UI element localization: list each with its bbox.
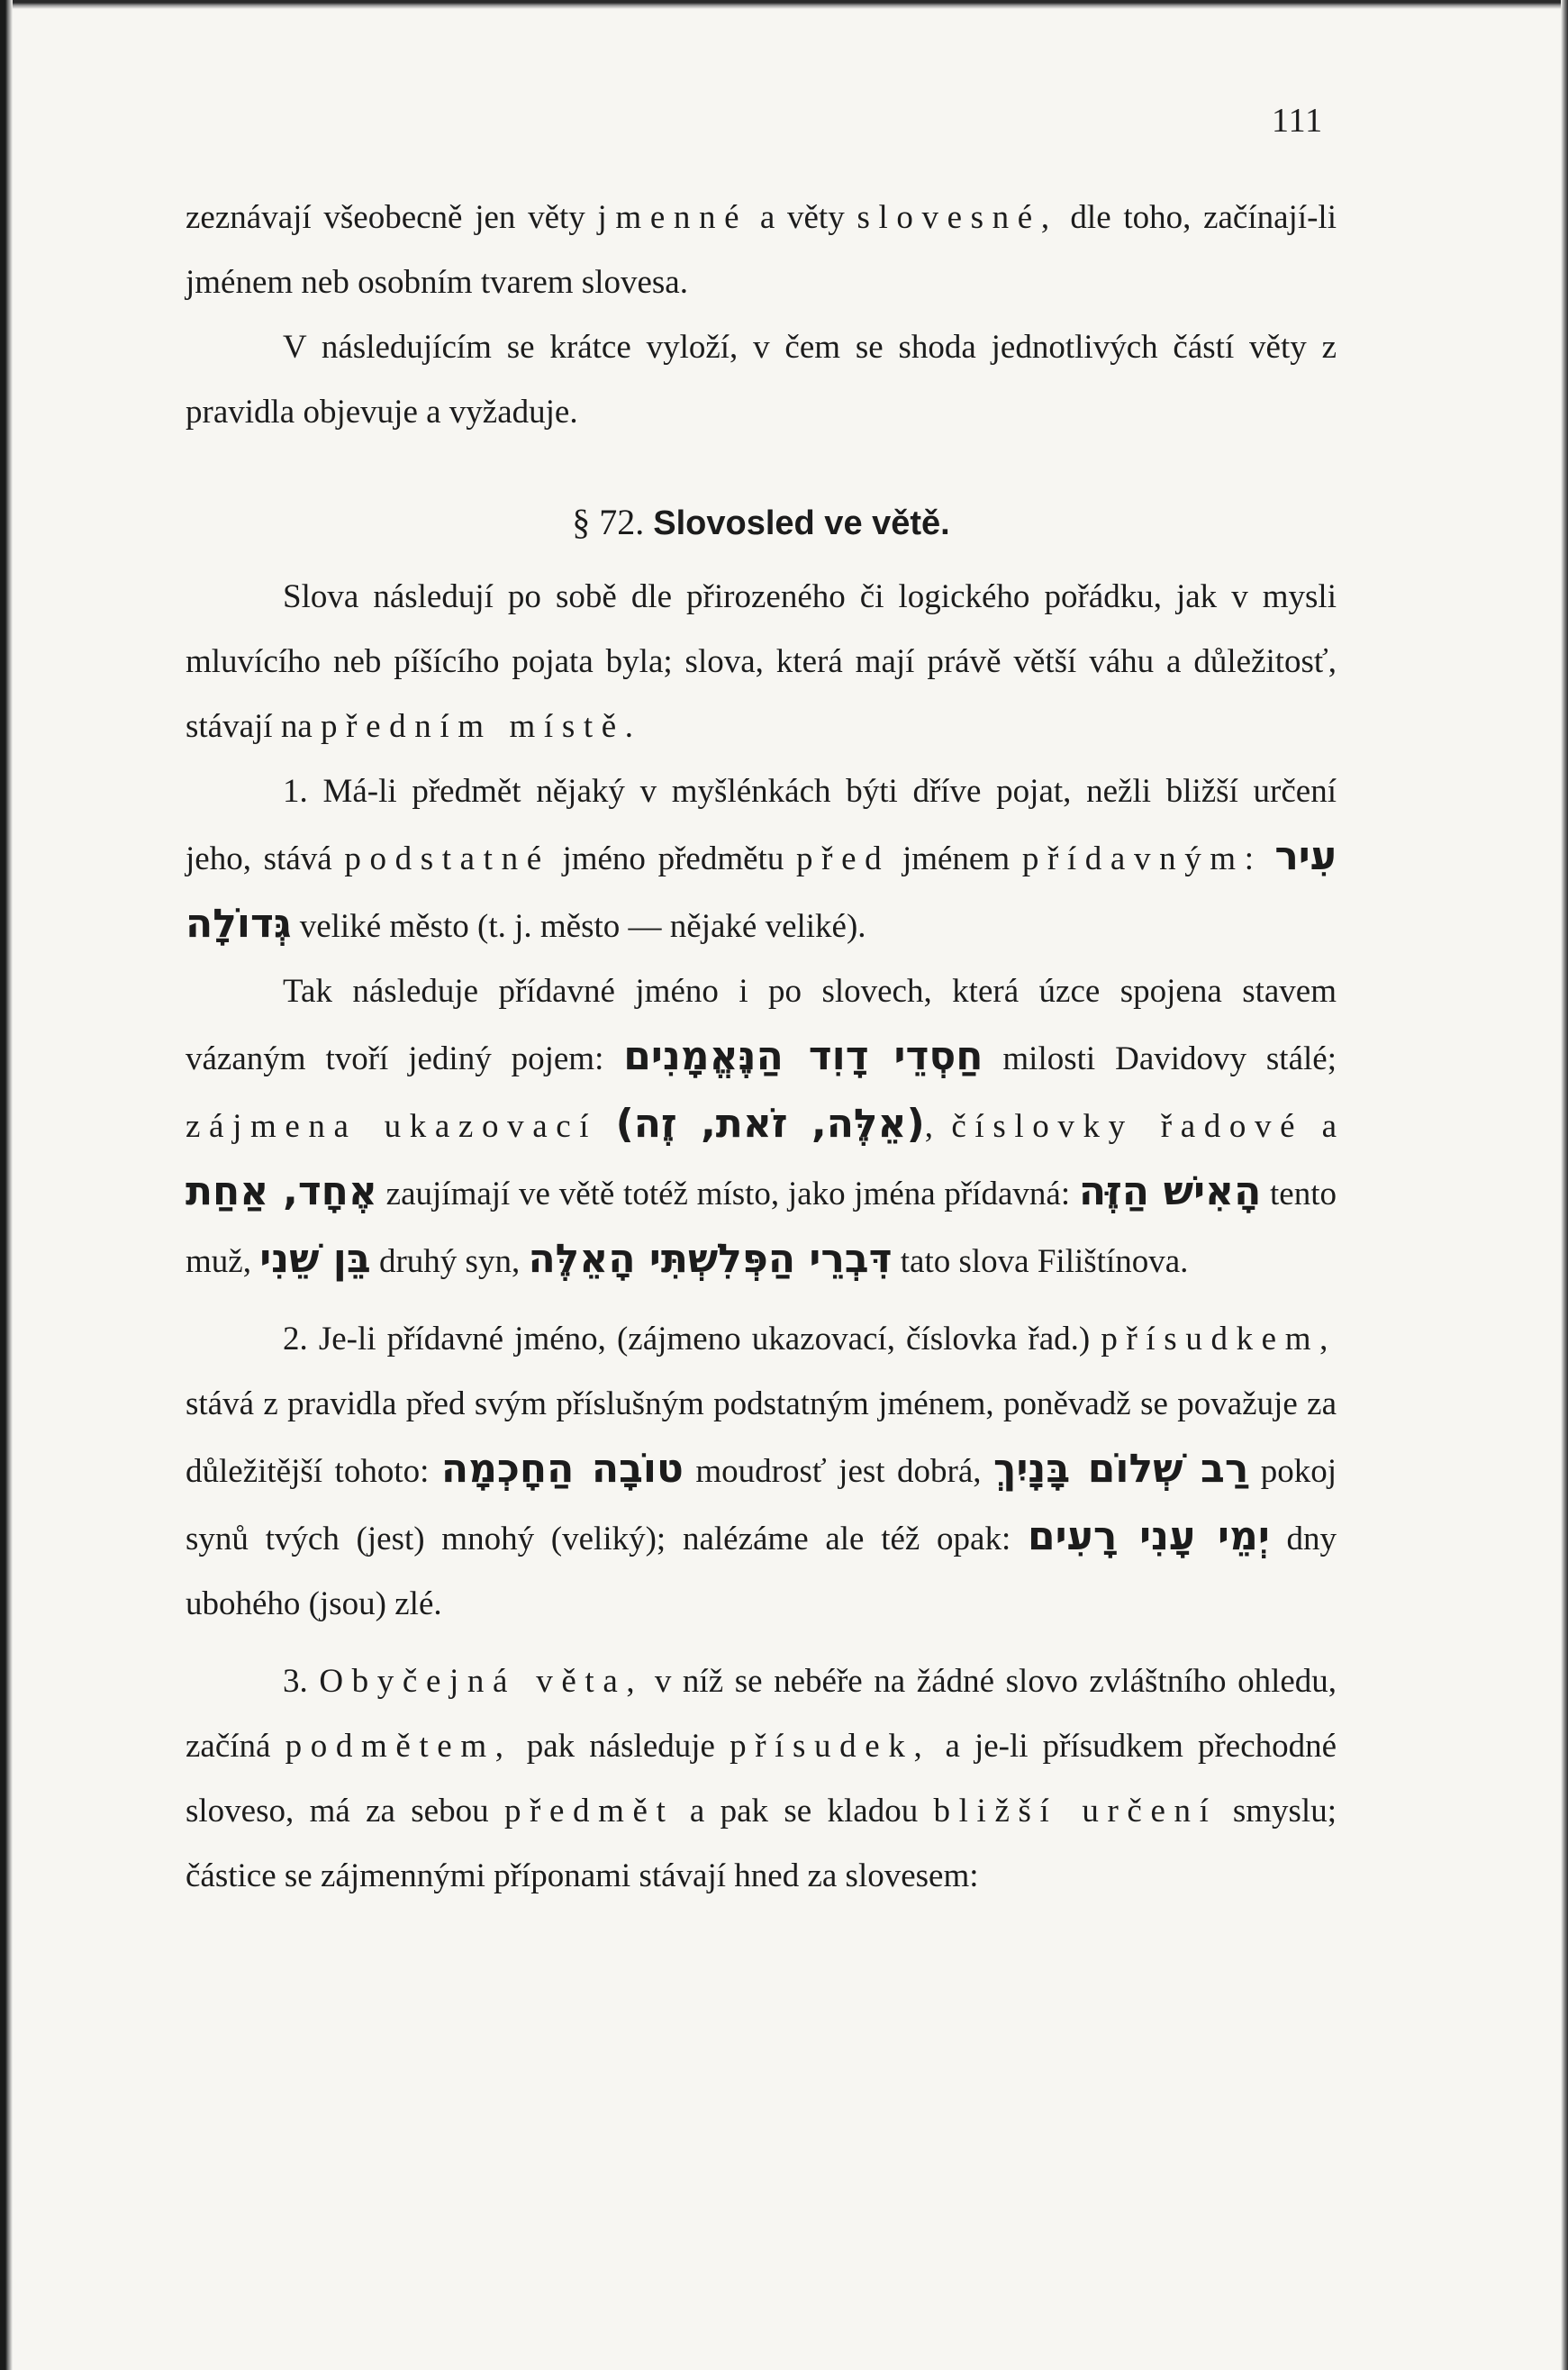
hebrew-example: יְמֵי עָנִי רָעִים — [1027, 1513, 1270, 1559]
spaced-term: předmět — [503, 1793, 675, 1830]
spaced-term: podstatné — [344, 840, 550, 877]
spaced-term: přísudek, — [730, 1728, 931, 1765]
spaced-term: podmětem, — [285, 1728, 512, 1765]
spaced-term: před — [796, 840, 891, 877]
paragraph-3: Slova následují po sobě dle přirozeného či logického pořádku, jak v mysli mluvícího neb píšícího pojata byla; slova, která mají právě větší váhu a důležitosť, stávají na předním místě. — [186, 578, 1337, 745]
page-number: 111 — [1272, 102, 1324, 140]
paragraph-7: 3. Obyčejná věta, v níž se nebéře na žádné slovo zvláštního ohledu, začíná podmětem, pak následuje přísudek, a je-li přísudkem přechodné sloveso, má za sebou předmět a pak se kladou bližší určení smyslu; částice se zájmennými příponami stávají hned za slovesem: — [186, 1663, 1337, 1894]
spaced-term: přídavným: — [1021, 840, 1263, 877]
section-heading — [186, 490, 1337, 556]
hebrew-example: עִיר גְּדוֹלָה — [186, 833, 1337, 947]
spaced-term: číslovky řadové — [951, 1108, 1304, 1145]
page-edge-left — [0, 0, 13, 2370]
paragraph-6: 2. Je-li přídavné jméno, (zájmeno ukazovací, číslovka řad.) přísudkem, stává z pravidla před svým příslušným podstatným jménem, poněvadž se považuje za důležitější tohoto: טוֹבָה הַחָכְמָה moudrosť jest dobrá, רַב שְׁלוֹם בָּנָיִךְ pokoj synů tvých (jest) mnohý (veliký); nalézáme ale též opak: יְמֵי עָנִי רָעִים dny ubohého (jsou) zlé. — [186, 1321, 1337, 1622]
paragraph-2: V následujícím se krátce vyloží, v čem se shoda jednotlivých částí věty z pravidla objevuje a vyžaduje. — [186, 329, 1337, 431]
spaced-term: bližší určení — [933, 1793, 1218, 1830]
hebrew-example: דִּבְרֵי הַפְּלִשְׁתִּי הָאֵלֶּה — [528, 1236, 893, 1282]
hebrew-example: רַב שְׁלוֹם בָּנָיִךְ — [993, 1446, 1249, 1492]
spaced-term: Obyčejná věta, — [319, 1663, 644, 1700]
paragraph-5: Tak následuje přídavné jméno i po slovech, která úzce spojena stavem vázaným tvoří jediný pojem: חַסְדֵי דָוִד הַנֶּאֱמָנִים milosti Davidovy stálé; zájmena ukazovací (אֵלֶּה, זֹאת, זֶה), číslovky řadové a אֶחָד, אַחַת zaujímají ve větě totéž místo, jako jména přídavná: הָאִישׁ הַזֶּה tento muž, בֵּן שֵׁנִי druhý syn, דִּבְרֵי הַפְּלִשְׁתִּי הָאֵלֶּה tato slova Filištínova. — [186, 973, 1337, 1282]
spaced-term: slovesné, — [857, 199, 1058, 236]
spaced-term: zájmena ukazovací — [186, 1108, 598, 1145]
paragraph-4: 1. Má-li předmět nějaký v myšlénkách býti dříve pojat, nežli bližší určení jeho, stává podstatné jméno předmětu před jménem přídavným: עִיר גְּדוֹלָה veliké město (t. j. město — nějaké veliké). — [186, 773, 1337, 947]
spaced-term: přísudkem, — [1101, 1321, 1337, 1358]
spaced-term: jmenné — [597, 199, 748, 236]
spaced-term: předním místě. — [321, 708, 642, 745]
page-edge-top — [0, 0, 1568, 9]
hebrew-example: בֵּן שֵׁנִי — [259, 1236, 371, 1282]
hebrew-example: הָאִישׁ הַזֶּה — [1078, 1168, 1262, 1214]
hebrew-example: חַסְדֵי דָוִד הַנֶּאֱמָנִים — [623, 1033, 983, 1079]
paragraph-1: zeznávají všeobecně jen věty jmenné a věty slovesné, dle toho, začínají-li jménem neb osobním tvarem slovesa. — [186, 199, 1337, 301]
body-text — [186, 186, 1337, 1909]
page-edge-right — [1561, 0, 1568, 2370]
hebrew-example: (אֵלֶּה, זֹאת, זֶה) — [615, 1101, 925, 1147]
section-title: Slovosled ve větě. — [653, 504, 950, 542]
hebrew-example: טוֹבָה הַחָכְמָה — [440, 1446, 684, 1492]
section-number: § 72. — [572, 502, 645, 542]
hebrew-example: אֶחָד, אַחַת — [186, 1168, 377, 1214]
